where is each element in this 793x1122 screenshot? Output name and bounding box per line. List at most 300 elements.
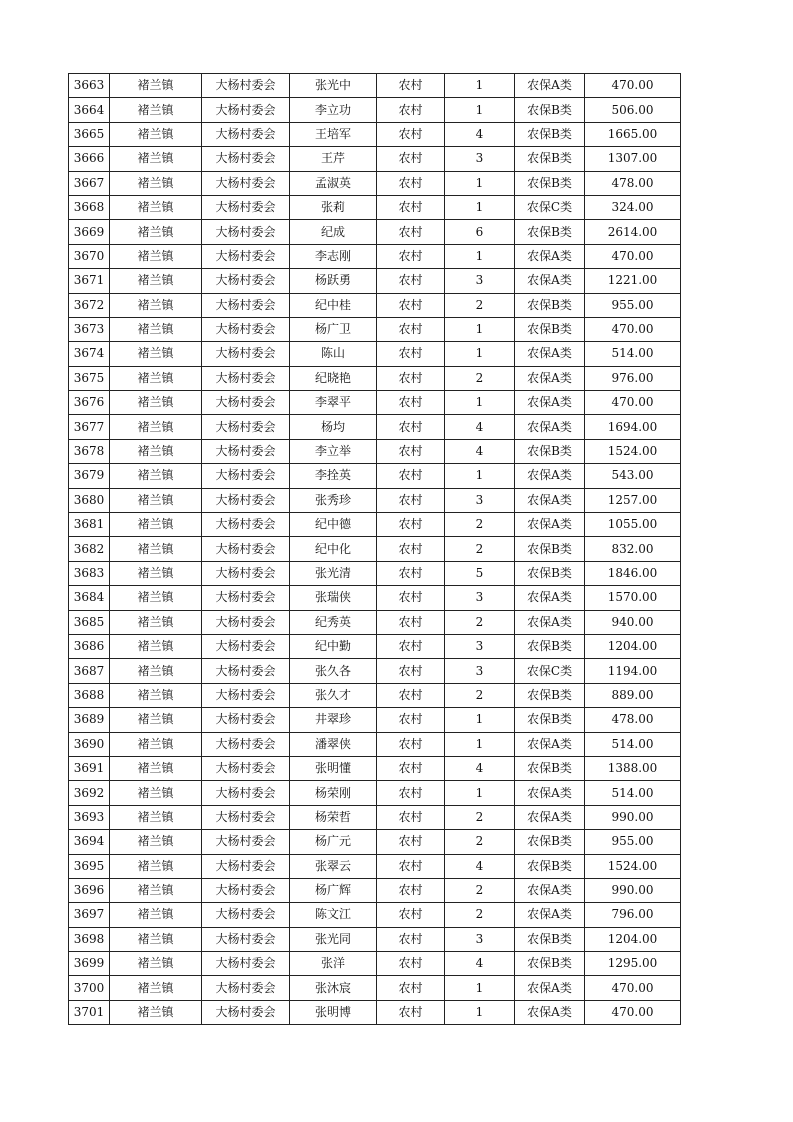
household-type-cell: 农村 xyxy=(377,854,445,878)
amount-cell: 506.00 xyxy=(585,98,681,122)
insurance-category-cell: 农保B类 xyxy=(515,683,585,707)
table-row xyxy=(69,98,681,122)
town-cell: 褚兰镇 xyxy=(110,781,202,805)
town-cell: 褚兰镇 xyxy=(110,561,202,585)
village-committee-cell: 大杨村委会 xyxy=(202,317,290,341)
household-size-cell: 2 xyxy=(445,805,515,829)
village-committee-cell: 大杨村委会 xyxy=(202,195,290,219)
insurance-category-cell: 农保A类 xyxy=(515,488,585,512)
amount-cell: 1846.00 xyxy=(585,561,681,585)
table-row xyxy=(69,537,681,561)
name-cell: 张莉 xyxy=(290,195,377,219)
household-size-cell: 2 xyxy=(445,513,515,537)
town-cell: 褚兰镇 xyxy=(110,415,202,439)
name-cell: 陈文江 xyxy=(290,903,377,927)
table-row xyxy=(69,147,681,171)
name-cell: 杨荣哲 xyxy=(290,805,377,829)
insurance-category-cell: 农保B类 xyxy=(515,122,585,146)
household-size-cell: 3 xyxy=(445,147,515,171)
insurance-category-cell: 农保A类 xyxy=(515,464,585,488)
household-type-cell: 农村 xyxy=(377,976,445,1000)
name-cell: 杨均 xyxy=(290,415,377,439)
household-type-cell: 农村 xyxy=(377,244,445,268)
amount-cell: 1295.00 xyxy=(585,952,681,976)
village-committee-cell: 大杨村委会 xyxy=(202,659,290,683)
table-row xyxy=(69,293,681,317)
household-size-cell: 3 xyxy=(445,634,515,658)
household-size-cell: 4 xyxy=(445,122,515,146)
insurance-category-cell: 农保B类 xyxy=(515,220,585,244)
name-cell: 孟淑英 xyxy=(290,171,377,195)
row-number-cell: 3668 xyxy=(69,195,110,219)
amount-cell: 832.00 xyxy=(585,537,681,561)
row-number-cell: 3693 xyxy=(69,805,110,829)
household-size-cell: 1 xyxy=(445,342,515,366)
household-type-cell: 农村 xyxy=(377,269,445,293)
household-size-cell: 4 xyxy=(445,439,515,463)
amount-cell: 1204.00 xyxy=(585,634,681,658)
household-size-cell: 3 xyxy=(445,488,515,512)
insurance-category-cell: 农保B类 xyxy=(515,147,585,171)
town-cell: 褚兰镇 xyxy=(110,74,202,98)
town-cell: 褚兰镇 xyxy=(110,366,202,390)
household-type-cell: 农村 xyxy=(377,781,445,805)
household-size-cell: 1 xyxy=(445,464,515,488)
household-type-cell: 农村 xyxy=(377,878,445,902)
household-type-cell: 农村 xyxy=(377,98,445,122)
name-cell: 张翠云 xyxy=(290,854,377,878)
table-row xyxy=(69,878,681,902)
name-cell: 陈山 xyxy=(290,342,377,366)
town-cell: 褚兰镇 xyxy=(110,683,202,707)
row-number-cell: 3682 xyxy=(69,537,110,561)
insurance-category-cell: 农保A类 xyxy=(515,366,585,390)
town-cell: 褚兰镇 xyxy=(110,244,202,268)
name-cell: 杨广辉 xyxy=(290,878,377,902)
household-size-cell: 3 xyxy=(445,927,515,951)
table-row xyxy=(69,74,681,98)
name-cell: 杨广元 xyxy=(290,830,377,854)
row-number-cell: 3678 xyxy=(69,439,110,463)
row-number-cell: 3695 xyxy=(69,854,110,878)
village-committee-cell: 大杨村委会 xyxy=(202,805,290,829)
amount-cell: 470.00 xyxy=(585,74,681,98)
household-type-cell: 农村 xyxy=(377,488,445,512)
table-row xyxy=(69,415,681,439)
row-number-cell: 3689 xyxy=(69,708,110,732)
name-cell: 纪中化 xyxy=(290,537,377,561)
amount-cell: 470.00 xyxy=(585,317,681,341)
name-cell: 张沐宸 xyxy=(290,976,377,1000)
name-cell: 张光同 xyxy=(290,927,377,951)
row-number-cell: 3664 xyxy=(69,98,110,122)
table-row xyxy=(69,122,681,146)
household-type-cell: 农村 xyxy=(377,586,445,610)
amount-cell: 2614.00 xyxy=(585,220,681,244)
household-size-cell: 2 xyxy=(445,903,515,927)
town-cell: 褚兰镇 xyxy=(110,708,202,732)
table-row xyxy=(69,317,681,341)
table-row xyxy=(69,732,681,756)
household-type-cell: 农村 xyxy=(377,732,445,756)
row-number-cell: 3667 xyxy=(69,171,110,195)
table-row xyxy=(69,781,681,805)
household-type-cell: 农村 xyxy=(377,927,445,951)
town-cell: 褚兰镇 xyxy=(110,439,202,463)
row-number-cell: 3696 xyxy=(69,878,110,902)
table-row xyxy=(69,854,681,878)
row-number-cell: 3701 xyxy=(69,1000,110,1024)
insurance-category-cell: 农保B类 xyxy=(515,439,585,463)
village-committee-cell: 大杨村委会 xyxy=(202,854,290,878)
household-size-cell: 2 xyxy=(445,366,515,390)
row-number-cell: 3666 xyxy=(69,147,110,171)
town-cell: 褚兰镇 xyxy=(110,342,202,366)
name-cell: 李拴英 xyxy=(290,464,377,488)
town-cell: 褚兰镇 xyxy=(110,927,202,951)
amount-cell: 1524.00 xyxy=(585,439,681,463)
insurance-category-cell: 农保A类 xyxy=(515,269,585,293)
town-cell: 褚兰镇 xyxy=(110,195,202,219)
name-cell: 杨荣刚 xyxy=(290,781,377,805)
insurance-category-cell: 农保B类 xyxy=(515,854,585,878)
table-row xyxy=(69,342,681,366)
insurance-category-cell: 农保B类 xyxy=(515,293,585,317)
row-number-cell: 3700 xyxy=(69,976,110,1000)
village-committee-cell: 大杨村委会 xyxy=(202,952,290,976)
amount-cell: 324.00 xyxy=(585,195,681,219)
village-committee-cell: 大杨村委会 xyxy=(202,74,290,98)
records-table-body xyxy=(69,74,681,1025)
name-cell: 杨广卫 xyxy=(290,317,377,341)
name-cell: 李立举 xyxy=(290,439,377,463)
household-type-cell: 农村 xyxy=(377,830,445,854)
name-cell: 王芹 xyxy=(290,147,377,171)
village-committee-cell: 大杨村委会 xyxy=(202,464,290,488)
village-committee-cell: 大杨村委会 xyxy=(202,513,290,537)
household-size-cell: 1 xyxy=(445,1000,515,1024)
household-type-cell: 农村 xyxy=(377,342,445,366)
row-number-cell: 3699 xyxy=(69,952,110,976)
table-row xyxy=(69,464,681,488)
village-committee-cell: 大杨村委会 xyxy=(202,293,290,317)
row-number-cell: 3670 xyxy=(69,244,110,268)
village-committee-cell: 大杨村委会 xyxy=(202,220,290,244)
amount-cell: 1388.00 xyxy=(585,756,681,780)
name-cell: 井翠珍 xyxy=(290,708,377,732)
town-cell: 褚兰镇 xyxy=(110,854,202,878)
insurance-category-cell: 农保A类 xyxy=(515,342,585,366)
amount-cell: 796.00 xyxy=(585,903,681,927)
table-row xyxy=(69,903,681,927)
row-number-cell: 3671 xyxy=(69,269,110,293)
household-type-cell: 农村 xyxy=(377,683,445,707)
town-cell: 褚兰镇 xyxy=(110,805,202,829)
household-size-cell: 3 xyxy=(445,269,515,293)
household-size-cell: 1 xyxy=(445,391,515,415)
table-row xyxy=(69,610,681,634)
insurance-category-cell: 农保C类 xyxy=(515,195,585,219)
insurance-category-cell: 农保B类 xyxy=(515,98,585,122)
insurance-category-cell: 农保A类 xyxy=(515,781,585,805)
insurance-category-cell: 农保A类 xyxy=(515,805,585,829)
village-committee-cell: 大杨村委会 xyxy=(202,269,290,293)
town-cell: 褚兰镇 xyxy=(110,122,202,146)
household-size-cell: 1 xyxy=(445,244,515,268)
household-size-cell: 2 xyxy=(445,537,515,561)
row-number-cell: 3672 xyxy=(69,293,110,317)
household-type-cell: 农村 xyxy=(377,464,445,488)
insurance-category-cell: 农保B类 xyxy=(515,171,585,195)
name-cell: 李翠平 xyxy=(290,391,377,415)
name-cell: 纪晓艳 xyxy=(290,366,377,390)
household-type-cell: 农村 xyxy=(377,805,445,829)
table-row xyxy=(69,488,681,512)
table-row xyxy=(69,708,681,732)
table-row xyxy=(69,513,681,537)
village-committee-cell: 大杨村委会 xyxy=(202,903,290,927)
amount-cell: 1055.00 xyxy=(585,513,681,537)
name-cell: 张光中 xyxy=(290,74,377,98)
village-committee-cell: 大杨村委会 xyxy=(202,732,290,756)
insurance-category-cell: 农保A类 xyxy=(515,586,585,610)
household-type-cell: 农村 xyxy=(377,171,445,195)
household-type-cell: 农村 xyxy=(377,220,445,244)
household-type-cell: 农村 xyxy=(377,708,445,732)
village-committee-cell: 大杨村委会 xyxy=(202,342,290,366)
row-number-cell: 3697 xyxy=(69,903,110,927)
household-size-cell: 4 xyxy=(445,415,515,439)
table-row xyxy=(69,952,681,976)
amount-cell: 478.00 xyxy=(585,171,681,195)
table-row xyxy=(69,561,681,585)
village-committee-cell: 大杨村委会 xyxy=(202,781,290,805)
name-cell: 纪中德 xyxy=(290,513,377,537)
name-cell: 李志刚 xyxy=(290,244,377,268)
village-committee-cell: 大杨村委会 xyxy=(202,756,290,780)
town-cell: 褚兰镇 xyxy=(110,464,202,488)
table-row xyxy=(69,195,681,219)
town-cell: 褚兰镇 xyxy=(110,220,202,244)
row-number-cell: 3663 xyxy=(69,74,110,98)
household-type-cell: 农村 xyxy=(377,1000,445,1024)
table-row xyxy=(69,1000,681,1024)
household-type-cell: 农村 xyxy=(377,74,445,98)
household-size-cell: 2 xyxy=(445,610,515,634)
household-size-cell: 1 xyxy=(445,74,515,98)
household-type-cell: 农村 xyxy=(377,634,445,658)
household-type-cell: 农村 xyxy=(377,439,445,463)
village-committee-cell: 大杨村委会 xyxy=(202,561,290,585)
village-committee-cell: 大杨村委会 xyxy=(202,415,290,439)
town-cell: 褚兰镇 xyxy=(110,1000,202,1024)
household-size-cell: 1 xyxy=(445,732,515,756)
town-cell: 褚兰镇 xyxy=(110,634,202,658)
town-cell: 褚兰镇 xyxy=(110,586,202,610)
village-committee-cell: 大杨村委会 xyxy=(202,147,290,171)
village-committee-cell: 大杨村委会 xyxy=(202,439,290,463)
name-cell: 张瑞侠 xyxy=(290,586,377,610)
household-size-cell: 5 xyxy=(445,561,515,585)
household-type-cell: 农村 xyxy=(377,537,445,561)
insurance-category-cell: 农保B类 xyxy=(515,830,585,854)
amount-cell: 1221.00 xyxy=(585,269,681,293)
village-committee-cell: 大杨村委会 xyxy=(202,708,290,732)
name-cell: 李立功 xyxy=(290,98,377,122)
household-type-cell: 农村 xyxy=(377,610,445,634)
household-size-cell: 1 xyxy=(445,98,515,122)
town-cell: 褚兰镇 xyxy=(110,732,202,756)
row-number-cell: 3691 xyxy=(69,756,110,780)
household-size-cell: 4 xyxy=(445,952,515,976)
name-cell: 纪成 xyxy=(290,220,377,244)
insurance-category-cell: 农保A类 xyxy=(515,976,585,1000)
village-committee-cell: 大杨村委会 xyxy=(202,927,290,951)
household-type-cell: 农村 xyxy=(377,366,445,390)
insurance-category-cell: 农保B类 xyxy=(515,634,585,658)
insurance-category-cell: 农保B类 xyxy=(515,927,585,951)
household-type-cell: 农村 xyxy=(377,756,445,780)
town-cell: 褚兰镇 xyxy=(110,513,202,537)
name-cell: 张光清 xyxy=(290,561,377,585)
row-number-cell: 3683 xyxy=(69,561,110,585)
amount-cell: 1694.00 xyxy=(585,415,681,439)
insurance-category-cell: 农保A类 xyxy=(515,878,585,902)
household-type-cell: 农村 xyxy=(377,513,445,537)
insurance-category-cell: 农保A类 xyxy=(515,903,585,927)
amount-cell: 514.00 xyxy=(585,342,681,366)
table-row xyxy=(69,805,681,829)
town-cell: 褚兰镇 xyxy=(110,952,202,976)
row-number-cell: 3680 xyxy=(69,488,110,512)
town-cell: 褚兰镇 xyxy=(110,830,202,854)
household-type-cell: 农村 xyxy=(377,122,445,146)
village-committee-cell: 大杨村委会 xyxy=(202,976,290,1000)
amount-cell: 543.00 xyxy=(585,464,681,488)
amount-cell: 1524.00 xyxy=(585,854,681,878)
row-number-cell: 3698 xyxy=(69,927,110,951)
row-number-cell: 3687 xyxy=(69,659,110,683)
insurance-category-cell: 农保B类 xyxy=(515,317,585,341)
town-cell: 褚兰镇 xyxy=(110,488,202,512)
insurance-category-cell: 农保B类 xyxy=(515,537,585,561)
amount-cell: 514.00 xyxy=(585,732,681,756)
table-row xyxy=(69,927,681,951)
records-table xyxy=(68,73,681,1025)
insurance-category-cell: 农保A类 xyxy=(515,513,585,537)
row-number-cell: 3692 xyxy=(69,781,110,805)
amount-cell: 955.00 xyxy=(585,293,681,317)
household-type-cell: 农村 xyxy=(377,561,445,585)
town-cell: 褚兰镇 xyxy=(110,171,202,195)
household-type-cell: 农村 xyxy=(377,317,445,341)
row-number-cell: 3684 xyxy=(69,586,110,610)
name-cell: 张洋 xyxy=(290,952,377,976)
village-committee-cell: 大杨村委会 xyxy=(202,610,290,634)
village-committee-cell: 大杨村委会 xyxy=(202,634,290,658)
amount-cell: 514.00 xyxy=(585,781,681,805)
town-cell: 褚兰镇 xyxy=(110,659,202,683)
household-type-cell: 农村 xyxy=(377,147,445,171)
table-row xyxy=(69,586,681,610)
row-number-cell: 3679 xyxy=(69,464,110,488)
amount-cell: 976.00 xyxy=(585,366,681,390)
amount-cell: 1204.00 xyxy=(585,927,681,951)
household-size-cell: 1 xyxy=(445,195,515,219)
row-number-cell: 3690 xyxy=(69,732,110,756)
amount-cell: 1194.00 xyxy=(585,659,681,683)
table-row xyxy=(69,171,681,195)
amount-cell: 470.00 xyxy=(585,244,681,268)
insurance-category-cell: 农保A类 xyxy=(515,244,585,268)
row-number-cell: 3673 xyxy=(69,317,110,341)
household-size-cell: 2 xyxy=(445,830,515,854)
town-cell: 褚兰镇 xyxy=(110,537,202,561)
household-type-cell: 农村 xyxy=(377,952,445,976)
name-cell: 张秀珍 xyxy=(290,488,377,512)
town-cell: 褚兰镇 xyxy=(110,147,202,171)
row-number-cell: 3669 xyxy=(69,220,110,244)
table-row xyxy=(69,366,681,390)
town-cell: 褚兰镇 xyxy=(110,293,202,317)
household-size-cell: 1 xyxy=(445,708,515,732)
amount-cell: 1307.00 xyxy=(585,147,681,171)
household-size-cell: 1 xyxy=(445,976,515,1000)
insurance-category-cell: 农保B类 xyxy=(515,708,585,732)
household-type-cell: 农村 xyxy=(377,391,445,415)
table-row xyxy=(69,244,681,268)
town-cell: 褚兰镇 xyxy=(110,903,202,927)
insurance-category-cell: 农保A类 xyxy=(515,415,585,439)
household-type-cell: 农村 xyxy=(377,659,445,683)
amount-cell: 889.00 xyxy=(585,683,681,707)
town-cell: 褚兰镇 xyxy=(110,98,202,122)
village-committee-cell: 大杨村委会 xyxy=(202,171,290,195)
name-cell: 张明博 xyxy=(290,1000,377,1024)
amount-cell: 955.00 xyxy=(585,830,681,854)
village-committee-cell: 大杨村委会 xyxy=(202,391,290,415)
village-committee-cell: 大杨村委会 xyxy=(202,98,290,122)
insurance-category-cell: 农保B类 xyxy=(515,561,585,585)
village-committee-cell: 大杨村委会 xyxy=(202,366,290,390)
village-committee-cell: 大杨村委会 xyxy=(202,1000,290,1024)
insurance-category-cell: 农保A类 xyxy=(515,74,585,98)
table-row xyxy=(69,220,681,244)
insurance-category-cell: 农保A类 xyxy=(515,1000,585,1024)
town-cell: 褚兰镇 xyxy=(110,317,202,341)
amount-cell: 1257.00 xyxy=(585,488,681,512)
household-size-cell: 1 xyxy=(445,781,515,805)
table-row xyxy=(69,830,681,854)
town-cell: 褚兰镇 xyxy=(110,610,202,634)
insurance-category-cell: 农保A类 xyxy=(515,391,585,415)
name-cell: 杨跃勇 xyxy=(290,269,377,293)
household-type-cell: 农村 xyxy=(377,903,445,927)
row-number-cell: 3686 xyxy=(69,634,110,658)
town-cell: 褚兰镇 xyxy=(110,878,202,902)
household-size-cell: 1 xyxy=(445,317,515,341)
amount-cell: 1570.00 xyxy=(585,586,681,610)
household-type-cell: 农村 xyxy=(377,415,445,439)
household-size-cell: 4 xyxy=(445,854,515,878)
row-number-cell: 3681 xyxy=(69,513,110,537)
insurance-category-cell: 农保A类 xyxy=(515,732,585,756)
household-size-cell: 2 xyxy=(445,683,515,707)
amount-cell: 470.00 xyxy=(585,976,681,1000)
row-number-cell: 3694 xyxy=(69,830,110,854)
town-cell: 褚兰镇 xyxy=(110,756,202,780)
household-size-cell: 4 xyxy=(445,756,515,780)
